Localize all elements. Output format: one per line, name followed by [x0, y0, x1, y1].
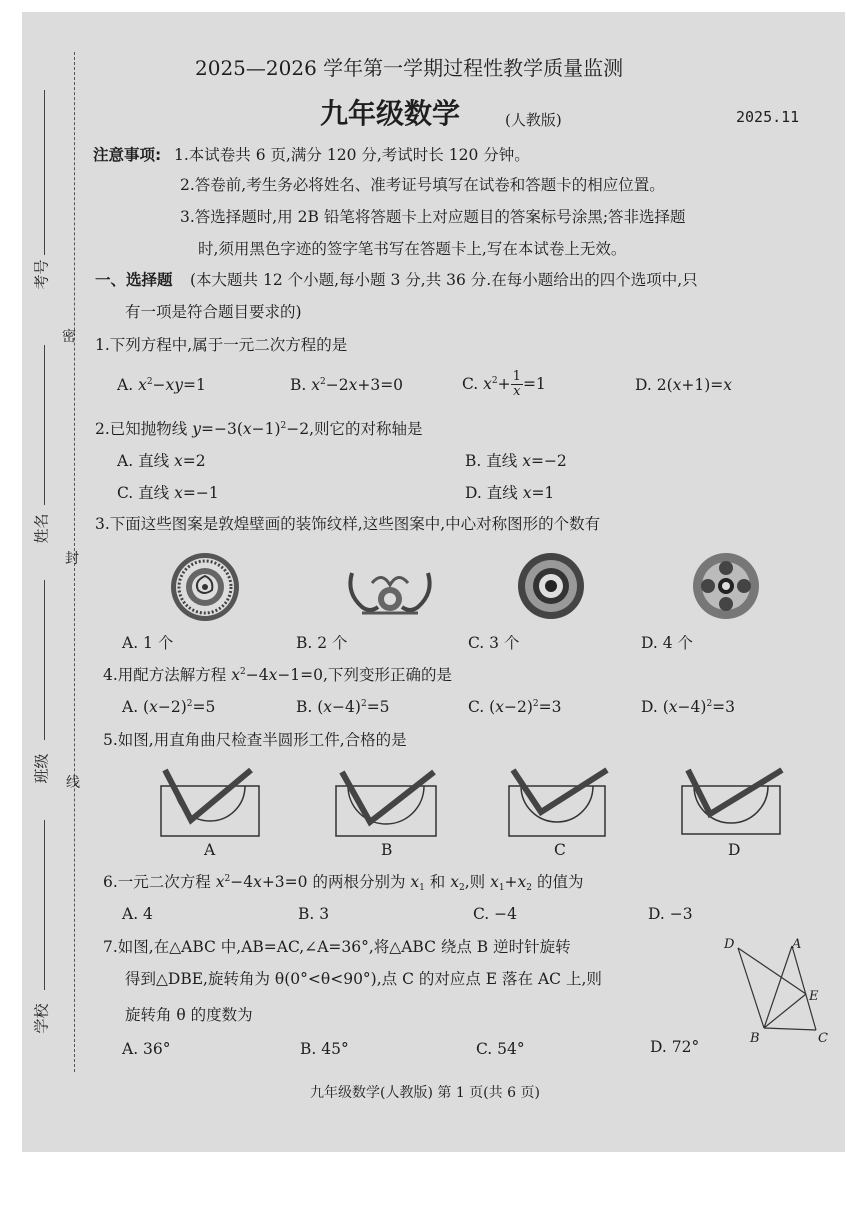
q6-option-c: C. −4 [473, 905, 518, 923]
notice-item-2: 2.答卷前,考生务必将姓名、准考证号填写在试卷和答题卡的相应位置。 [180, 176, 665, 194]
q6-option-d: D. −3 [648, 905, 693, 923]
page-footer: 九年级数学(人教版) 第 1 页(共 6 页) [310, 1085, 540, 1101]
q3-option-b: B. 2 个 [296, 634, 348, 652]
q4-stem: 4.用配方法解方程 $x^2-4x-1=0$,下列变形正确的是 [103, 666, 452, 684]
q4-option-b: B. $(x-4)^2=5$ [296, 698, 390, 716]
notice-item-1: 1.本试卷共 6 页,满分 120 分,考试时长 120 分钟。 [174, 146, 530, 164]
school-underline [44, 820, 45, 990]
label-exam-number: 考号 [32, 259, 51, 290]
notice-item-3-cont: 时,须用黑色字迹的签字笔书写在答题卡上,写在本试卷上无效。 [198, 240, 627, 258]
label-school: 学校 [32, 1003, 51, 1034]
exam-number-underline [44, 90, 45, 255]
q5-figure-b [330, 764, 442, 840]
q6-option-a: A. 4 [122, 905, 153, 923]
q2-option-b: B. 直线 x=−2 [465, 452, 567, 470]
section-desc-1: (本大题共 12 个小题,每小题 3 分,共 36 分.在每小题给出的四个选项中,只 [190, 271, 698, 289]
q5-label-c: C [554, 841, 566, 859]
q2-stem: 2.已知抛物线 $y=-3(x-1)^2-2$,则它的对称轴是 [95, 420, 423, 438]
point-c-label: C [818, 1031, 828, 1046]
q5-label-d: D [728, 841, 741, 859]
q1-option-d: D. 2(x+1)=x [635, 376, 733, 394]
q7-option-b: B. 45° [300, 1040, 349, 1058]
q5-figure-d [676, 764, 786, 840]
q5-figure-c [503, 764, 613, 840]
q6-option-b: B. 3 [298, 905, 330, 923]
section-desc-2: 有一项是符合题目要求的) [125, 303, 302, 321]
q7-line-3: 旋转角 θ 的度数为 [125, 1006, 253, 1024]
seal-word-xian: 线 [66, 775, 80, 791]
q3-option-a: A. 1 个 [122, 634, 174, 652]
point-d-label: D [724, 937, 735, 952]
q5-label-b: B [381, 841, 393, 859]
q3-stem: 3.下面这些图案是敦煌壁画的装饰纹样,这些图案中,中心对称图形的个数有 [95, 515, 601, 533]
edition-label: (人教版) [505, 111, 562, 129]
q2-option-d: D. 直线 x=1 [465, 484, 555, 502]
q2-option-c: C. 直线 x=−1 [117, 484, 219, 502]
pattern-4-image [686, 550, 766, 622]
q2-option-a: A. 直线 x=2 [117, 452, 206, 470]
q7-option-a: A. 36° [122, 1040, 171, 1058]
notice-heading: 注意事项: [93, 146, 162, 164]
q3-option-c: C. 3 个 [468, 634, 520, 652]
q7-option-d: D. 72° [650, 1038, 700, 1056]
label-name: 姓名 [32, 513, 51, 544]
q6-stem: 6.一元二次方程 $x^2-4x+3=0$ 的两根分别为 $x_1$ 和 $x_2$,则 $x_1+x_2$ 的值为 [103, 873, 584, 893]
q5-label-a: A [204, 841, 216, 859]
q1-option-b: B. $x^2-2x+3=0$ [290, 376, 404, 394]
q7-line-1: 7.如图,在△ABC 中,AB=AC,∠A=36°,将△ABC 绕点 B 逆时针旋转 [103, 938, 571, 956]
q1-stem: 1.下列方程中,属于一元二次方程的是 [95, 336, 348, 354]
label-class: 班级 [32, 753, 51, 784]
q3-option-d: D. 4 个 [641, 634, 694, 652]
seal-word-feng: 封 [65, 551, 79, 567]
pattern-2-image [342, 563, 438, 621]
point-a-label: A [792, 937, 802, 952]
seal-word-mi: 密 [62, 329, 76, 345]
q4-option-c: C. $(x-2)^2=3$ [468, 698, 562, 716]
q1-option-a: A. $x^2-xy=1$ [117, 376, 206, 394]
q4-option-d: D. $(x-4)^2=3$ [641, 698, 736, 716]
q7-option-c: C. 54° [476, 1040, 525, 1058]
name-underline [44, 345, 45, 505]
q7-triangle-figure [720, 932, 840, 1047]
q7-line-2: 得到△DBE,旋转角为 θ(0°<θ<90°),点 C 的对应点 E 落在 AC 上,则 [125, 970, 602, 988]
exam-title: 2025—2026 学年第一学期过程性教学质量监测 [195, 56, 624, 80]
q1-option-c: C. $x^2+$ $\frac{1}{x}$ =1 [462, 369, 546, 400]
pattern-1-image [168, 550, 242, 624]
section-heading: 一、选择题 [95, 271, 173, 289]
q5-stem: 5.如图,用直角曲尺检查半圆形工件,合格的是 [103, 731, 407, 749]
q5-figure-a [155, 764, 265, 840]
exam-date: 2025.11 [736, 108, 800, 126]
subject-title: 九年级数学 [320, 97, 461, 130]
pattern-3-image [515, 550, 587, 622]
point-e-label: E [809, 989, 819, 1004]
point-b-label: B [750, 1031, 760, 1046]
q4-option-a: A. $(x-2)^2=5$ [122, 698, 216, 716]
notice-item-3: 3.答选择题时,用 2B 铅笔将答题卡上对应题目的答案标号涂黑;答非选择题 [180, 208, 686, 226]
class-underline [44, 580, 45, 740]
